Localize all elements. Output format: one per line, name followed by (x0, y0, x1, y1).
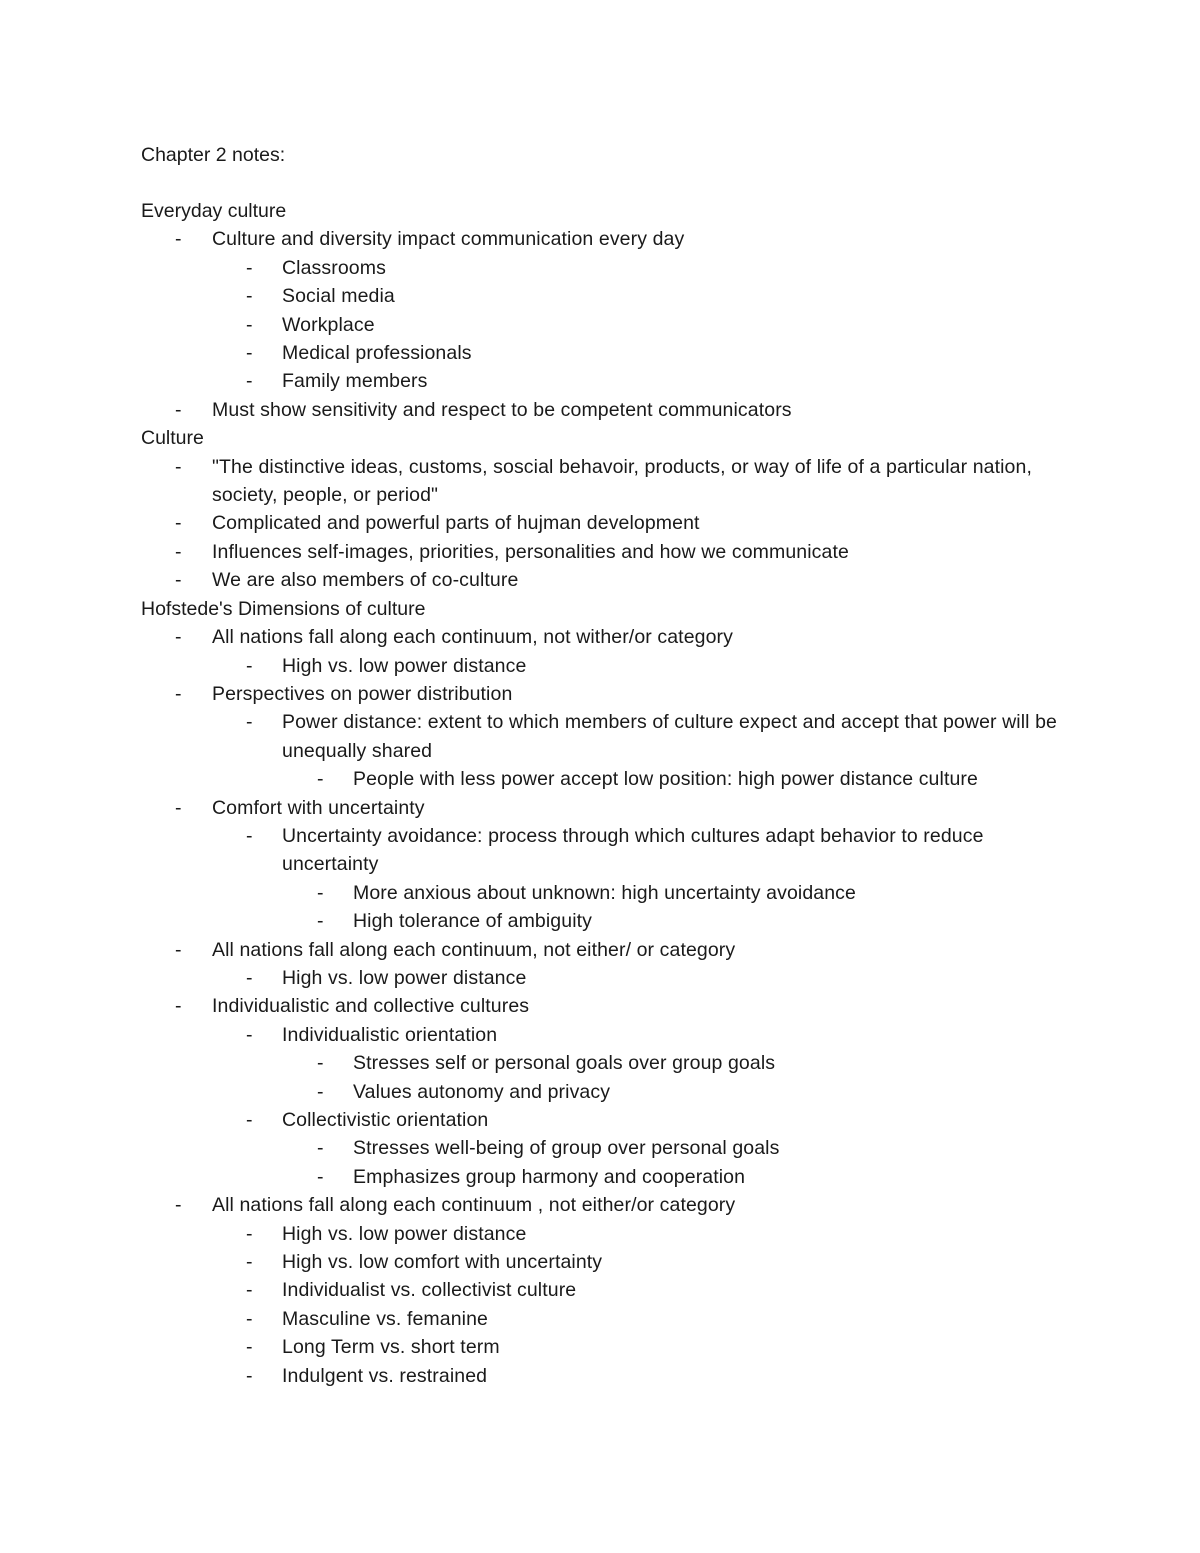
list-item-text: High tolerance of ambiguity (353, 910, 592, 933)
bullet-dash: - (246, 824, 253, 847)
bullet-dash: - (246, 1023, 253, 1046)
bullet-dash: - (246, 256, 253, 279)
list-item (141, 680, 1061, 708)
bullet-dash: - (246, 654, 253, 677)
bullet-dash: - (175, 540, 182, 563)
bullet-dash: - (317, 1052, 324, 1075)
bullet-dash: - (246, 1109, 253, 1131)
bullet-dash: - (246, 1279, 253, 1302)
bullet-dash: - (246, 1307, 253, 1330)
bullet-dash: - (246, 711, 253, 734)
list-item-text: Culture and diversity impact communication every day (212, 228, 685, 251)
list-item (141, 225, 1061, 253)
bullet-dash: - (246, 313, 253, 336)
list-item (141, 822, 1061, 879)
list-item-text: Complicated and powerful parts of hujman development (212, 512, 700, 535)
list-item (141, 1248, 1061, 1276)
list-item (141, 339, 1061, 367)
list-item-text: Emphasizes group harmony and cooperation (353, 1165, 746, 1188)
bullet-dash: - (246, 285, 253, 308)
list-item (141, 254, 1061, 282)
list-item-text: People with less power accept low position: high power distance culture (353, 768, 978, 791)
list-item (141, 1078, 1061, 1106)
list-item (141, 1106, 1061, 1134)
bullet-dash: - (317, 768, 324, 791)
list-item-text: Comfort with uncertainty (212, 796, 425, 819)
bullet-dash: - (175, 796, 182, 819)
notes-body (141, 197, 1061, 1390)
list-item-text: Stresses well-being of group over personal goals (353, 1137, 780, 1160)
bullet-dash: - (246, 966, 253, 989)
list-item-text: Individualistic orientation (282, 1023, 498, 1046)
list-item-text: Individualist vs. collectivist culture (282, 1279, 577, 1302)
bullet-dash: - (175, 938, 182, 961)
list-item-text: Long Term vs. short term (282, 1336, 500, 1359)
list-item-text: All nations fall along each continuum, not either/ or category (212, 938, 736, 961)
list-item-text: High vs. low power distance (282, 966, 527, 989)
list-item (141, 453, 1061, 510)
bullet-dash: - (246, 342, 253, 365)
section-heading: Everyday culture (141, 200, 287, 222)
bullet-dash: - (175, 569, 182, 592)
list-item (141, 964, 1061, 992)
bullet-dash: - (246, 1222, 253, 1245)
list-item-text: Stresses self or personal goals over group goals (353, 1052, 776, 1075)
list-item (141, 907, 1061, 935)
list-item (141, 566, 1061, 594)
list-item (141, 367, 1061, 395)
bullet-dash: - (317, 1165, 324, 1188)
list-item-text: Classrooms (282, 256, 386, 279)
bullet-dash: - (175, 1194, 182, 1217)
list-item (141, 1362, 1061, 1390)
list-item (141, 794, 1061, 822)
list-item (141, 282, 1061, 310)
list-item (141, 396, 1061, 424)
list-item (141, 1049, 1061, 1077)
bullet-dash: - (246, 1364, 253, 1387)
list-item (141, 538, 1061, 566)
list-item-text: High vs. low power distance (282, 1222, 527, 1245)
list-item-text: Must show sensitivity and respect to be competent communicators (212, 398, 792, 421)
list-item-text: Family members (282, 370, 428, 393)
section-heading: Hofstede's Dimensions of culture (141, 597, 426, 620)
list-item (141, 1021, 1061, 1049)
list-item-text: All nations fall along each continuum , not either/or category (212, 1194, 736, 1217)
list-item (141, 652, 1061, 680)
list-item-text: High vs. low comfort with uncertainty (282, 1251, 603, 1274)
bullet-dash: - (317, 881, 324, 904)
list-item-text: Workplace (282, 313, 375, 336)
list-item (141, 509, 1061, 537)
bullet-dash: - (175, 512, 182, 535)
list-item (141, 311, 1061, 339)
list-item-text: "The distinctive ideas, customs, soscial behavoir, products, or way of life of a particular nation, society, people, or period" (212, 455, 1032, 507)
list-item-text: Power distance: extent to which members of culture expect and accept that power will be unequally shared (282, 711, 1058, 762)
bullet-dash: - (246, 370, 253, 393)
list-item-text: Perspectives on power distribution (212, 682, 513, 705)
list-item (141, 1305, 1061, 1333)
list-item (141, 992, 1061, 1020)
list-item (141, 1163, 1061, 1191)
list-item (141, 765, 1061, 793)
list-item-text: Individualistic and collective cultures (212, 995, 530, 1018)
list-item (141, 936, 1061, 964)
list-item-text: Collectivistic orientation (282, 1109, 489, 1131)
list-item-text: Social media (282, 285, 395, 308)
list-item (141, 623, 1061, 651)
bullet-dash: - (175, 995, 182, 1018)
list-item-text: All nations fall along each continuum, not wither/or category (212, 626, 733, 649)
list-item (141, 708, 1061, 765)
list-item (141, 879, 1061, 907)
list-item (141, 1220, 1061, 1248)
bullet-dash: - (175, 398, 182, 421)
list-item-text: Uncertainty avoidance: process through which cultures adapt behavior to reduce uncertainty (282, 824, 984, 876)
list-item-text: Masculine vs. femanine (282, 1307, 488, 1330)
list-item-text: More anxious about unknown: high uncertainty avoidance (353, 881, 856, 904)
bullet-dash: - (317, 910, 324, 933)
list-item-text: Values autonomy and privacy (353, 1080, 611, 1103)
list-item-text: High vs. low power distance (282, 654, 527, 677)
bullet-dash: - (175, 626, 182, 649)
list-item (141, 1333, 1061, 1361)
list-item (141, 1191, 1061, 1219)
bullet-dash: - (246, 1251, 253, 1274)
list-item (141, 1134, 1061, 1162)
bullet-dash: - (317, 1080, 324, 1103)
bullet-dash: - (317, 1137, 324, 1160)
bullet-dash: - (175, 228, 182, 251)
list-item-text: Influences self-images, priorities, personalities and how we communicate (212, 540, 849, 563)
list-item-text: Indulgent vs. restrained (282, 1364, 488, 1387)
bullet-dash: - (246, 1336, 253, 1359)
section-heading: Culture (141, 427, 204, 450)
bullet-dash: - (175, 682, 182, 705)
list-item (141, 1276, 1061, 1304)
page-title: Chapter 2 notes: (141, 144, 286, 166)
bullet-dash: - (175, 455, 182, 478)
list-item-text: We are also members of co-culture (212, 569, 519, 592)
list-item-text: Medical professionals (282, 342, 472, 365)
